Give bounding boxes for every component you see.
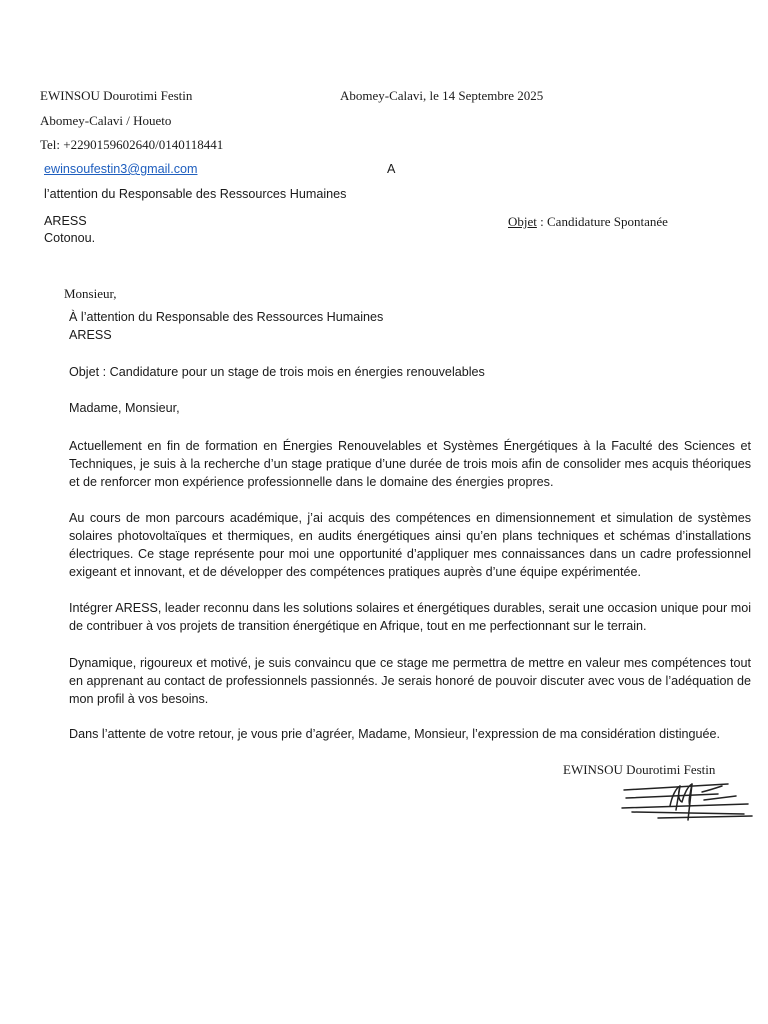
sender-name: EWINSOU Dourotimi Festin xyxy=(40,88,193,103)
recipient-city: Cotonou. xyxy=(44,231,96,245)
paragraph-2: Au cours de mon parcours académique, j’ai acquis des compétences en dimensionnement et simulation de systèmes solaires photovoltaïques et thermiques, en audits énergétiques ainsi qu’en plans techniques et schémas d’installations électriques. Ce stage représente pour moi une opportunité d’appliquer mes connaissances dans un cadre professionnel exigeant et innovant, et de développer des compétences pratiques auprès d’une équipe expérimentée. xyxy=(69,511,751,579)
recipient-company: ARESS xyxy=(44,214,87,228)
object-header xyxy=(508,214,668,230)
sender-address: Abomey-Calavi / Houeto xyxy=(40,113,172,128)
recipient-attention: l’attention du Responsable des Ressources Humaines xyxy=(44,187,347,201)
sender-email-link[interactable]: ewinsoufestin3@gmail.com xyxy=(44,162,198,176)
salutation-top: Monsieur, xyxy=(64,286,117,301)
object-text: : Candidature Spontanée xyxy=(536,214,668,229)
letter-greeting: Madame, Monsieur, xyxy=(69,401,180,415)
paragraph-3: Intégrer ARESS, leader reconnu dans les solutions solaires et énergétiques durables, serait une occasion unique pour moi de contribuer à vos projets de transition énergétique en Afrique, tout en me perfectionnant sur le terrain. xyxy=(69,601,751,633)
paragraph-5: Dans l’attente de votre retour, je vous prie d’agréer, Madame, Monsieur, l’expression de ma considération distinguée. xyxy=(69,727,721,741)
place-date: Abomey-Calavi, le 14 Septembre 2025 xyxy=(340,88,544,103)
signature-image xyxy=(618,776,758,828)
paragraph-4: Dynamique, rigoureux et motivé, je suis convaincu que ce stage me permettra de mettre en valeur mes compétences tout en apprenant au contact de professionnels passionnés. Je serais honoré de pouvoir discuter avec vous de l’adéquation de mon profil à vos besoins. xyxy=(69,656,751,706)
letter-company-line: ARESS xyxy=(69,328,112,342)
sender-phone: Tel: +2290159602640/0140118441 xyxy=(40,137,224,152)
recipient-a: A xyxy=(387,162,396,176)
letter-object-line: Objet : Candidature pour un stage de trois mois en énergies renouvelables xyxy=(69,365,485,379)
paragraph-1: Actuellement en fin de formation en Énergies Renouvelables et Systèmes Énergétiques à la Faculté des Sciences et Techniques, je suis à la recherche d’un stage pratique d’une durée de trois mois afin de consolider mes acquis théoriques et de renforcer mon expérience professionnelle dans le domaine des énergies propres. xyxy=(69,439,751,489)
signoff-name: EWINSOU Dourotimi Festin xyxy=(563,762,716,777)
letter-attention-line: À l’attention du Responsable des Ressources Humaines xyxy=(69,310,384,324)
object-label: Objet xyxy=(508,214,537,229)
